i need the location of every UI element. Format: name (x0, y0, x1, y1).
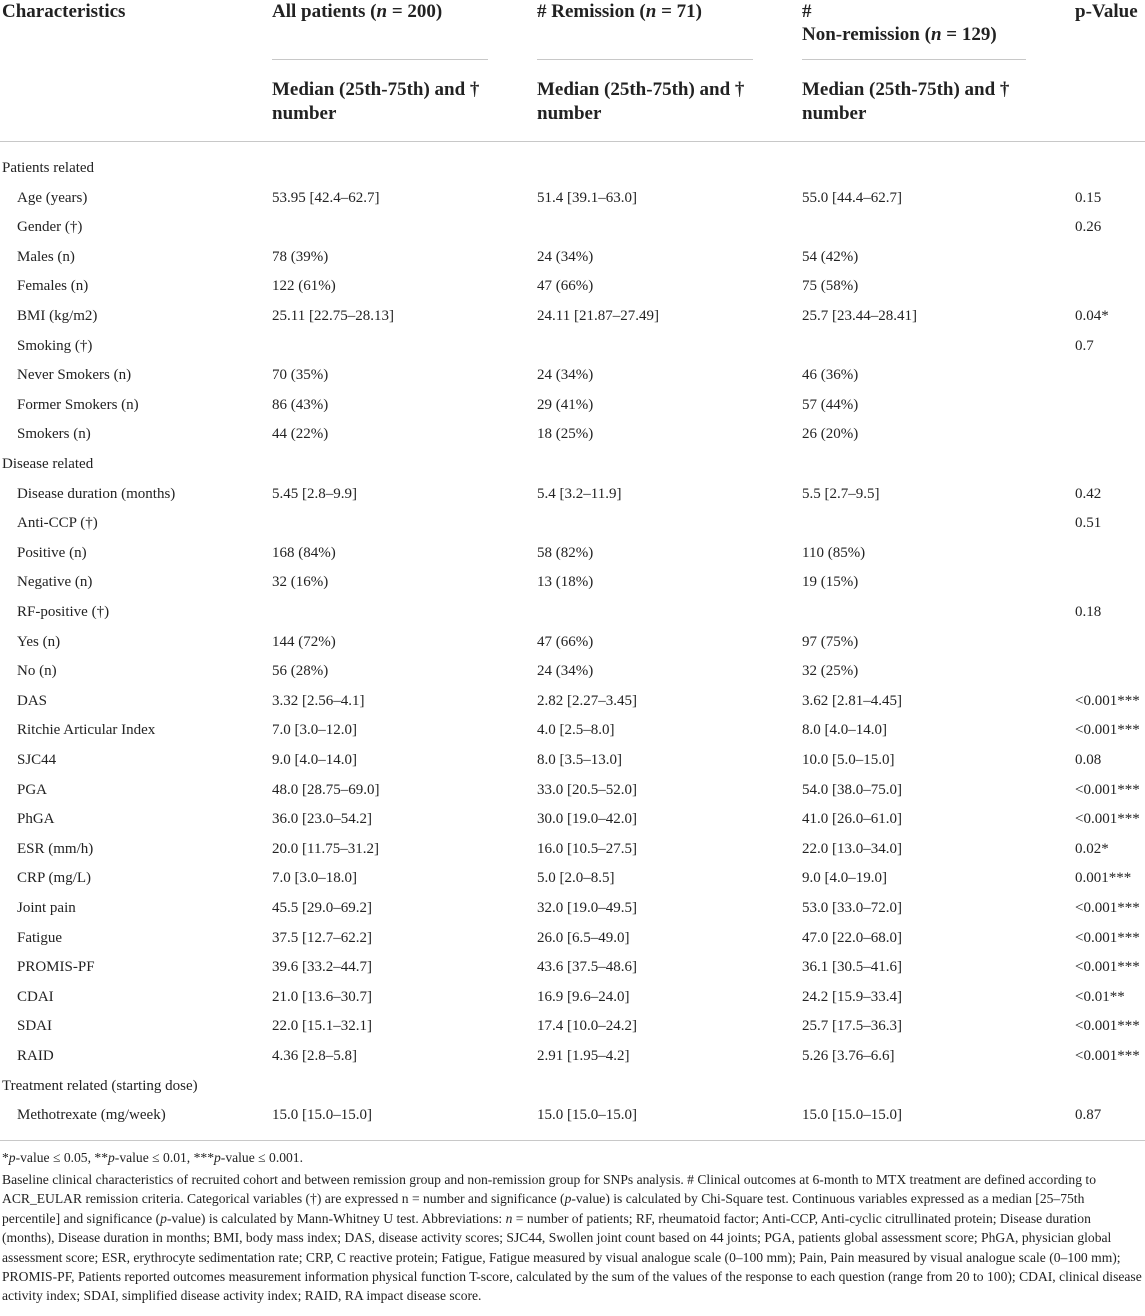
table-caption (2, 1170, 1142, 1306)
row-label: Yes (n) (17, 633, 61, 650)
cell-non-remission: 54 (42%) (802, 248, 859, 265)
cell-p-value: <0.001*** (1075, 929, 1140, 946)
table-row (0, 687, 1145, 717)
cell-remission: 24 (34%) (537, 367, 594, 384)
table-row (0, 361, 1145, 391)
cell-p-value: <0.001*** (1075, 1018, 1140, 1035)
cell-remission: 24 (34%) (537, 663, 594, 680)
cell-p-value: <0.001*** (1075, 1048, 1140, 1064)
cell-non-remission: 32 (25%) (802, 663, 859, 680)
cell-p-value: 0.02* (1075, 840, 1109, 857)
cell-p-value: 0.18 (1075, 604, 1102, 620)
sig-p: p (8, 1150, 16, 1165)
table-row (0, 302, 1145, 332)
row-label: BMI (kg/m2) (17, 308, 98, 324)
sig-star: ** (94, 1150, 108, 1165)
table-row (0, 1101, 1145, 1131)
table-row (0, 924, 1145, 954)
cell-p-value: <0.001*** (1075, 900, 1140, 916)
cell-remission: 13 (18%) (537, 574, 594, 591)
cell-non-remission: 9.0 [4.0–19.0] (802, 870, 887, 887)
row-label: PROMIS-PF (17, 959, 95, 976)
cell-remission: 2.82 [2.27–3.45] (537, 692, 637, 709)
table-row (0, 272, 1145, 302)
row-label: No (n) (17, 663, 57, 680)
cell-all-patients: 44 (22%) (272, 426, 329, 443)
header-all-patients: All patients (n = 200) (272, 1, 443, 22)
section-row (0, 1072, 1145, 1102)
cell-non-remission: 8.0 [4.0–14.0] (802, 722, 887, 739)
table-row (0, 598, 1145, 628)
cell-all-patients: 3.32 [2.56–4.1] (272, 692, 365, 709)
cell-non-remission: 15.0 [15.0–15.0] (802, 1107, 902, 1124)
cell-all-patients: 70 (35%) (272, 367, 329, 384)
sig-text: -value ≤ 0.01, (114, 1150, 194, 1165)
cell-all-patients: 4.36 [2.8–5.8] (272, 1048, 357, 1064)
row-label: RF-positive (†) (17, 604, 110, 620)
table-row (0, 835, 1145, 865)
table-row (0, 509, 1145, 539)
row-label: Gender (†) (17, 219, 83, 236)
row-label: Age (years) (17, 189, 88, 206)
table-row (0, 746, 1145, 776)
cell-all-patients: 21.0 [13.6–30.7] (272, 988, 372, 1005)
cell-remission: 16.9 [9.6–24.0] (537, 988, 630, 1005)
cell-all-patients: 32 (16%) (272, 574, 329, 591)
header-non-remission: # Non-remission (n = 129) (802, 1, 997, 45)
cell-remission: 43.6 [37.5–48.6] (537, 959, 637, 976)
row-label: Smoking (†) (17, 337, 93, 354)
caption-text: = number of patients; RF, rheumatoid factor; Anti-CCP, Anti-cyclic citrullinated protein; Disease duration (months), Disease duration in months; BMI, body mass index; DAS, disease activity scores; SJC44, Swollen joint count based on 44 joints; PGA, patients global assessment score; PhGA, physician global assessment score; ESR, erythrocyte sedimentation rate; CRP, C reactive protein; Fatigue, Fatigue measured by visual analogue scale (0–100 mm); Pain, Pain measured by visual analogue scale (0–100 mm); PROMIS-PF, Patients reported outcomes measurement information physical function T-score, calculated by the sum of the values of the response to each question (range from 20 to 100); CDAI, clinical disease activity index; SDAI, simplified disease activity index; RAID, RA impact disease score. (2, 1210, 1142, 1304)
table-row (0, 864, 1145, 894)
table-row (0, 657, 1145, 687)
header-rule-all (272, 59, 488, 60)
table-row (0, 805, 1145, 835)
cell-non-remission: 55.0 [44.4–62.7] (802, 189, 902, 206)
cell-all-patients: 22.0 [15.1–32.1] (272, 1018, 372, 1035)
row-label: CRP (mg/L) (17, 870, 92, 887)
cell-remission: 24.11 [21.87–27.49] (537, 308, 659, 324)
cell-remission: 17.4 [10.0–24.2] (537, 1018, 637, 1035)
cell-non-remission: 47.0 [22.0–68.0] (802, 929, 902, 946)
cell-all-patients: 122 (61%) (272, 278, 336, 295)
cell-non-remission: 19 (15%) (802, 574, 859, 591)
cell-p-value: 0.87 (1075, 1107, 1102, 1124)
cell-non-remission: 53.0 [33.0–72.0] (802, 900, 902, 916)
cell-remission: 32.0 [19.0–49.5] (537, 900, 637, 916)
row-label: Males (n) (17, 248, 75, 265)
table-row (0, 983, 1145, 1013)
cell-p-value: <0.01** (1075, 988, 1125, 1005)
cell-non-remission: 97 (75%) (802, 633, 859, 650)
cell-all-patients: 7.0 [3.0–18.0] (272, 870, 357, 887)
header-bottom-rule (0, 141, 1145, 142)
cell-remission: 18 (25%) (537, 426, 594, 443)
cell-p-value: 0.26 (1075, 219, 1102, 236)
cell-non-remission: 5.5 [2.7–9.5] (802, 485, 880, 502)
cell-p-value: 0.42 (1075, 485, 1102, 502)
caption-text: -value) is calculated by Mann-Whitney U test. Abbreviations: (166, 1210, 506, 1226)
cell-remission: 5.0 [2.0–8.5] (537, 870, 615, 887)
cell-remission: 51.4 [39.1–63.0] (537, 189, 637, 206)
row-label: DAS (17, 692, 48, 709)
cell-all-patients: 48.0 [28.75–69.0] (272, 781, 380, 798)
cell-all-patients: 37.5 [12.7–62.2] (272, 929, 372, 946)
table-row (0, 480, 1145, 510)
table-row (0, 184, 1145, 214)
section-label: Patients related (2, 160, 95, 176)
sig-text: -value ≤ 0.001. (220, 1150, 304, 1165)
significance-note (2, 1148, 1142, 1167)
header-characteristics: Characteristics (2, 1, 126, 22)
cell-all-patients: 168 (84%) (272, 544, 336, 561)
cell-p-value: 0.51 (1075, 515, 1102, 532)
cell-remission: 5.4 [3.2–11.9] (537, 485, 622, 502)
cell-all-patients: 5.45 [2.8–9.9] (272, 485, 357, 502)
header-rule-remission (537, 59, 753, 60)
sig-star: *** (193, 1150, 214, 1165)
table-row (0, 568, 1145, 598)
sig-text: -value ≤ 0.05, (15, 1150, 95, 1165)
cell-all-patients: 56 (28%) (272, 663, 329, 680)
cell-non-remission: 41.0 [26.0–61.0] (802, 811, 902, 828)
subheader-all: Median (25th-75th) and † number (272, 79, 480, 124)
cell-p-value: <0.001*** (1075, 692, 1140, 709)
cell-non-remission: 54.0 [38.0–75.0] (802, 781, 902, 798)
table-row (0, 539, 1145, 569)
cell-p-value: <0.001*** (1075, 811, 1140, 828)
caption-text: p (160, 1210, 167, 1226)
header-p-value: p-Value (1075, 1, 1138, 22)
header-remission: # Remission (n = 71) (537, 1, 702, 22)
row-label: Positive (n) (17, 544, 87, 561)
cell-remission: 26.0 [6.5–49.0] (537, 929, 630, 946)
subheader-remission: Median (25th-75th) and † number (537, 79, 745, 124)
cell-p-value: <0.001*** (1075, 959, 1140, 976)
cell-non-remission: 110 (85%) (802, 544, 866, 561)
cell-all-patients: 9.0 [4.0–14.0] (272, 752, 357, 768)
cell-remission: 15.0 [15.0–15.0] (537, 1107, 637, 1124)
cell-remission: 8.0 [3.5–13.0] (537, 752, 622, 768)
header-rule-non-remission (802, 59, 1026, 60)
cell-all-patients: 144 (72%) (272, 633, 336, 650)
cell-remission: 24 (34%) (537, 248, 594, 265)
cell-non-remission: 46 (36%) (802, 367, 859, 384)
cell-non-remission: 26 (20%) (802, 426, 859, 443)
row-label: Females (n) (17, 278, 89, 295)
row-label: SDAI (17, 1018, 53, 1035)
cell-all-patients: 7.0 [3.0–12.0] (272, 722, 357, 739)
cell-remission: 58 (82%) (537, 544, 594, 561)
sig-star: * (2, 1150, 9, 1165)
table-row (0, 894, 1145, 924)
cell-remission: 4.0 [2.5–8.0] (537, 722, 615, 739)
cell-remission: 33.0 [20.5–52.0] (537, 781, 637, 798)
table-row (0, 716, 1145, 746)
cell-p-value: 0.04* (1075, 308, 1109, 324)
row-label: Fatigue (17, 929, 62, 946)
cell-all-patients: 45.5 [29.0–69.2] (272, 900, 372, 916)
cell-non-remission: 5.26 [3.76–6.6] (802, 1048, 895, 1064)
cell-remission: 47 (66%) (537, 633, 594, 650)
row-label: Never Smokers (n) (17, 367, 132, 384)
row-label: ESR (mm/h) (17, 840, 94, 857)
cell-non-remission: 10.0 [5.0–15.0] (802, 752, 895, 768)
cell-non-remission: 24.2 [15.9–33.4] (802, 988, 902, 1005)
cell-all-patients: 20.0 [11.75–31.2] (272, 840, 379, 857)
row-label: Ritchie Articular Index (17, 722, 156, 739)
cell-non-remission: 25.7 [23.44–28.41] (802, 308, 917, 324)
section-row (0, 450, 1145, 480)
cell-non-remission: 25.7 [17.5–36.3] (802, 1018, 902, 1035)
cell-all-patients: 39.6 [33.2–44.7] (272, 959, 372, 976)
cell-non-remission: 3.62 [2.81–4.45] (802, 692, 902, 709)
cell-all-patients: 86 (43%) (272, 396, 329, 413)
cell-remission: 2.91 [1.95–4.2] (537, 1048, 630, 1064)
caption-text: n (505, 1210, 513, 1226)
row-label: Joint pain (17, 900, 76, 916)
row-label: Former Smokers (n) (17, 396, 139, 413)
row-label: RAID (17, 1048, 54, 1064)
cell-all-patients: 53.95 [42.4–62.7] (272, 189, 380, 206)
table-row (0, 332, 1145, 362)
cell-all-patients: 25.11 [22.75–28.13] (272, 308, 394, 324)
table-row (0, 953, 1145, 983)
subheader-non-remission: Median (25th-75th) and † number (802, 79, 1010, 124)
table-bottom-rule (0, 1140, 1145, 1141)
table-row (0, 213, 1145, 243)
table-row (0, 776, 1145, 806)
row-label: PhGA (17, 811, 55, 828)
cell-remission: 16.0 [10.5–27.5] (537, 840, 637, 857)
row-label: Negative (n) (17, 574, 93, 591)
cell-remission: 29 (41%) (537, 396, 594, 413)
table-row (0, 243, 1145, 273)
cell-non-remission: 36.1 [30.5–41.6] (802, 959, 902, 976)
cell-all-patients: 36.0 [23.0–54.2] (272, 811, 372, 828)
cell-p-value: 0.7 (1075, 337, 1094, 354)
section-row (0, 154, 1145, 184)
cell-non-remission: 75 (58%) (802, 278, 859, 295)
cell-p-value: 0.15 (1075, 189, 1102, 206)
table-row (0, 628, 1145, 658)
row-label: CDAI (17, 988, 54, 1005)
caption-text: p (564, 1191, 572, 1207)
table-row (0, 391, 1145, 421)
cell-all-patients: 15.0 [15.0–15.0] (272, 1107, 372, 1124)
cell-p-value: 0.001*** (1075, 870, 1132, 887)
caption-text: -value) is calculated by Chi-Square test. Continuous variables expressed as a median [25–75th percentile] and significance ( (2, 1191, 1085, 1226)
cell-p-value: <0.001*** (1075, 781, 1140, 798)
cell-remission: 47 (66%) (537, 278, 594, 295)
sig-p: p (108, 1150, 115, 1165)
row-label: PGA (17, 781, 48, 798)
row-label: Smokers (n) (17, 426, 91, 443)
cell-p-value: 0.08 (1075, 752, 1102, 768)
row-label: SJC44 (17, 752, 57, 768)
cell-p-value: <0.001*** (1075, 722, 1140, 739)
section-label: Treatment related (starting dose) (2, 1077, 198, 1094)
cell-non-remission: 57 (44%) (802, 396, 859, 413)
caption-text: Baseline clinical characteristics of recruited cohort and between remission group and non-remission group for SNPs analysis. # Clinical outcomes at 6-month to MTX treatment are defined according to ACR_EULAR remission criteria. Categorical variables (†) are expressed n = number and significance ( (2, 1172, 1096, 1207)
row-label: Anti-CCP (†) (17, 515, 98, 532)
table-row (0, 1042, 1145, 1072)
row-label: Disease duration (months) (17, 485, 176, 502)
cell-remission: 30.0 [19.0–42.0] (537, 811, 637, 828)
section-label: Disease related (2, 456, 94, 472)
table-row (0, 420, 1145, 450)
table-row (0, 1012, 1145, 1042)
sig-p: p (214, 1150, 221, 1165)
row-label: Methotrexate (mg/week) (17, 1107, 166, 1124)
cell-non-remission: 22.0 [13.0–34.0] (802, 840, 902, 857)
cell-all-patients: 78 (39%) (272, 248, 329, 265)
